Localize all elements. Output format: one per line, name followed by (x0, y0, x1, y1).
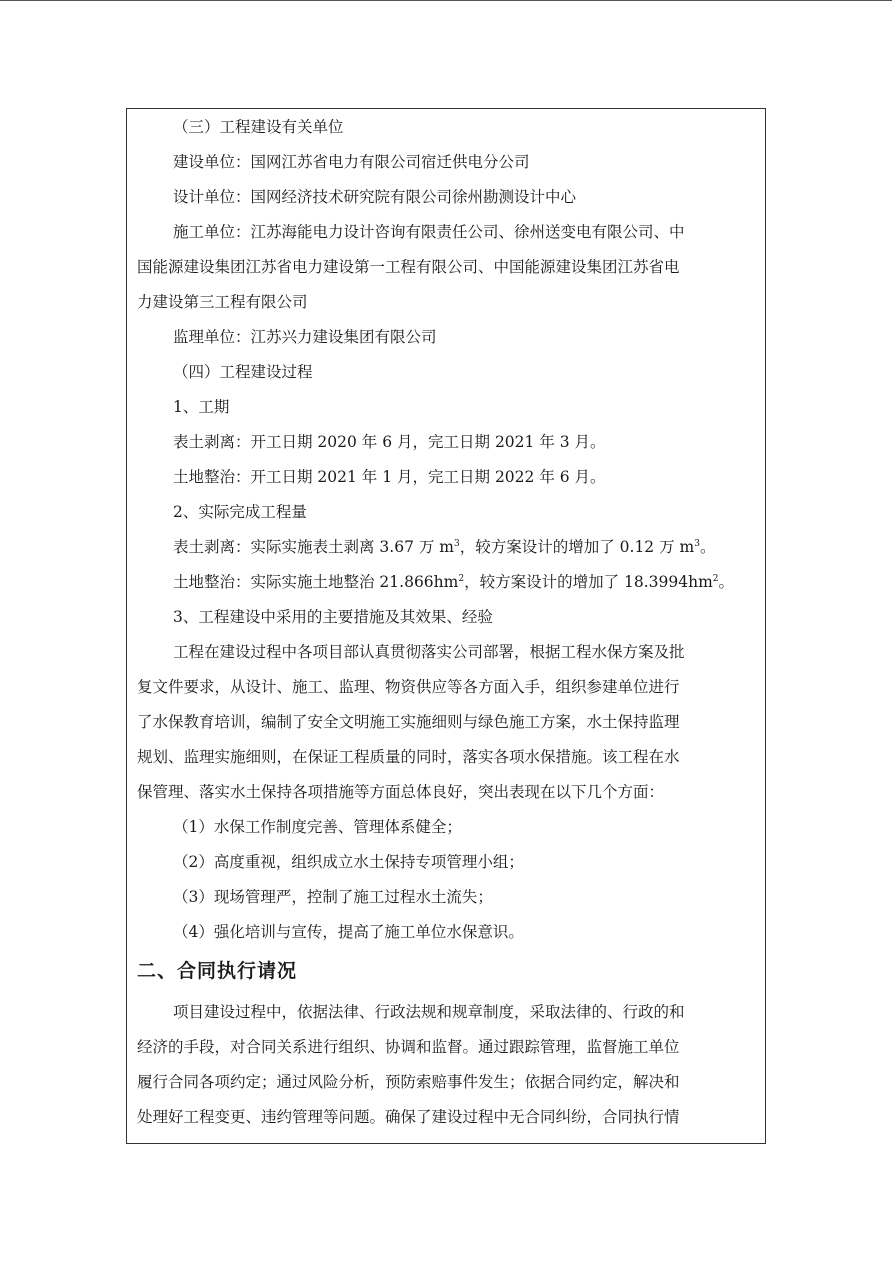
measures-para-line: 了水保教育培训，编制了安全文明施工实施细则与绿色施工方案，水土保持监理 (137, 713, 680, 731)
measures-para-line: 复文件要求，从设计、施工、监理、物资供应等各方面入手，组织参建单位进行 (137, 678, 680, 696)
contract-para-line: 经济的手段，对合同关系进行组织、协调和监督。通过跟踪管理，监督施工单位 (137, 1038, 680, 1056)
point-item: （3）现场管理严，控制了施工过程水土流失； (173, 888, 493, 906)
page-top-rule (0, 0, 892, 1)
contract-para-line: 履行合同各项约定；通过风险分析，预防索赔事件发生；依据合同约定，解决和 (137, 1073, 680, 1091)
contract-heading: 二、合同执行请况 (137, 960, 298, 982)
designer-unit: 设计单位：国网经济技术研究院有限公司徐州勘测设计中心 (173, 188, 577, 206)
topsoil-period: 表土剥离：开工日期 2020 年 6 月，完工日期 2021 年 3 月。 (173, 433, 606, 451)
section3-title: （三）工程建设有关单位 (173, 118, 344, 136)
land-quantity: 土地整治：实际实施土地整治 $21.866hm^2$，较方案设计的增加了 $18.3994hm^2$。 (173, 573, 735, 591)
document-frame (126, 108, 766, 1144)
supervisor-unit: 监理单位：江苏兴力建设集团有限公司 (173, 328, 437, 346)
contract-para-line: 项目建设过程中，依据法律、行政法规和规章制度，采取法律的、行政的和 (173, 1003, 685, 1021)
measures-para-line: 规划、监理实施细则，在保证工程质量的同时，落实各项水保措施。该工程在水 (137, 748, 680, 766)
measures-title: 3、工程建设中采用的主要措施及其效果、经验 (173, 608, 493, 626)
section4-title: （四）工程建设过程 (173, 363, 313, 381)
land-period: 土地整治：开工日期 2021 年 1 月，完工日期 2022 年 6 月。 (173, 468, 606, 486)
point-item: （1）水保工作制度完善、管理体系健全； (173, 818, 462, 836)
constructor-unit-line-2: 国能源建设集团江苏省电力建设第一工程有限公司、中国能源建设集团江苏省电 (137, 258, 680, 276)
point-item: （2）高度重视，组织成立水土保持专项管理小组； (173, 853, 524, 871)
owner-unit: 建设单位：国网江苏省电力有限公司宿迁供电分公司 (173, 153, 530, 171)
measures-para-line: 工程在建设过程中各项目部认真贯彻落实公司部署，根据工程水保方案及批 (173, 643, 685, 661)
quantity-title: 2、实际完成工程量 (173, 503, 307, 521)
constructor-unit-line-3: 力建设第三工程有限公司 (137, 293, 308, 311)
constructor-unit-line-1: 施工单位：江苏海能电力设计咨询有限责任公司、徐州送变电有限公司、中 (173, 223, 685, 241)
measures-para-line: 保管理、落实水土保持各项措施等方面总体良好，突出表现在以下几个方面： (137, 783, 665, 801)
topsoil-quantity: 表土剥离：实际实施表土剥离 3.67 万 $m^3$，较方案设计的增加了 0.12 万 $m^3$。 (173, 538, 716, 556)
period-title: 1、工期 (173, 398, 230, 416)
point-item: （4）强化培训与宣传，提高了施工单位水保意识。 (173, 923, 524, 941)
contract-para-line: 处理好工程变更、违约管理等问题。确保了建设过程中无合同纠纷，合同执行情 (137, 1108, 680, 1126)
